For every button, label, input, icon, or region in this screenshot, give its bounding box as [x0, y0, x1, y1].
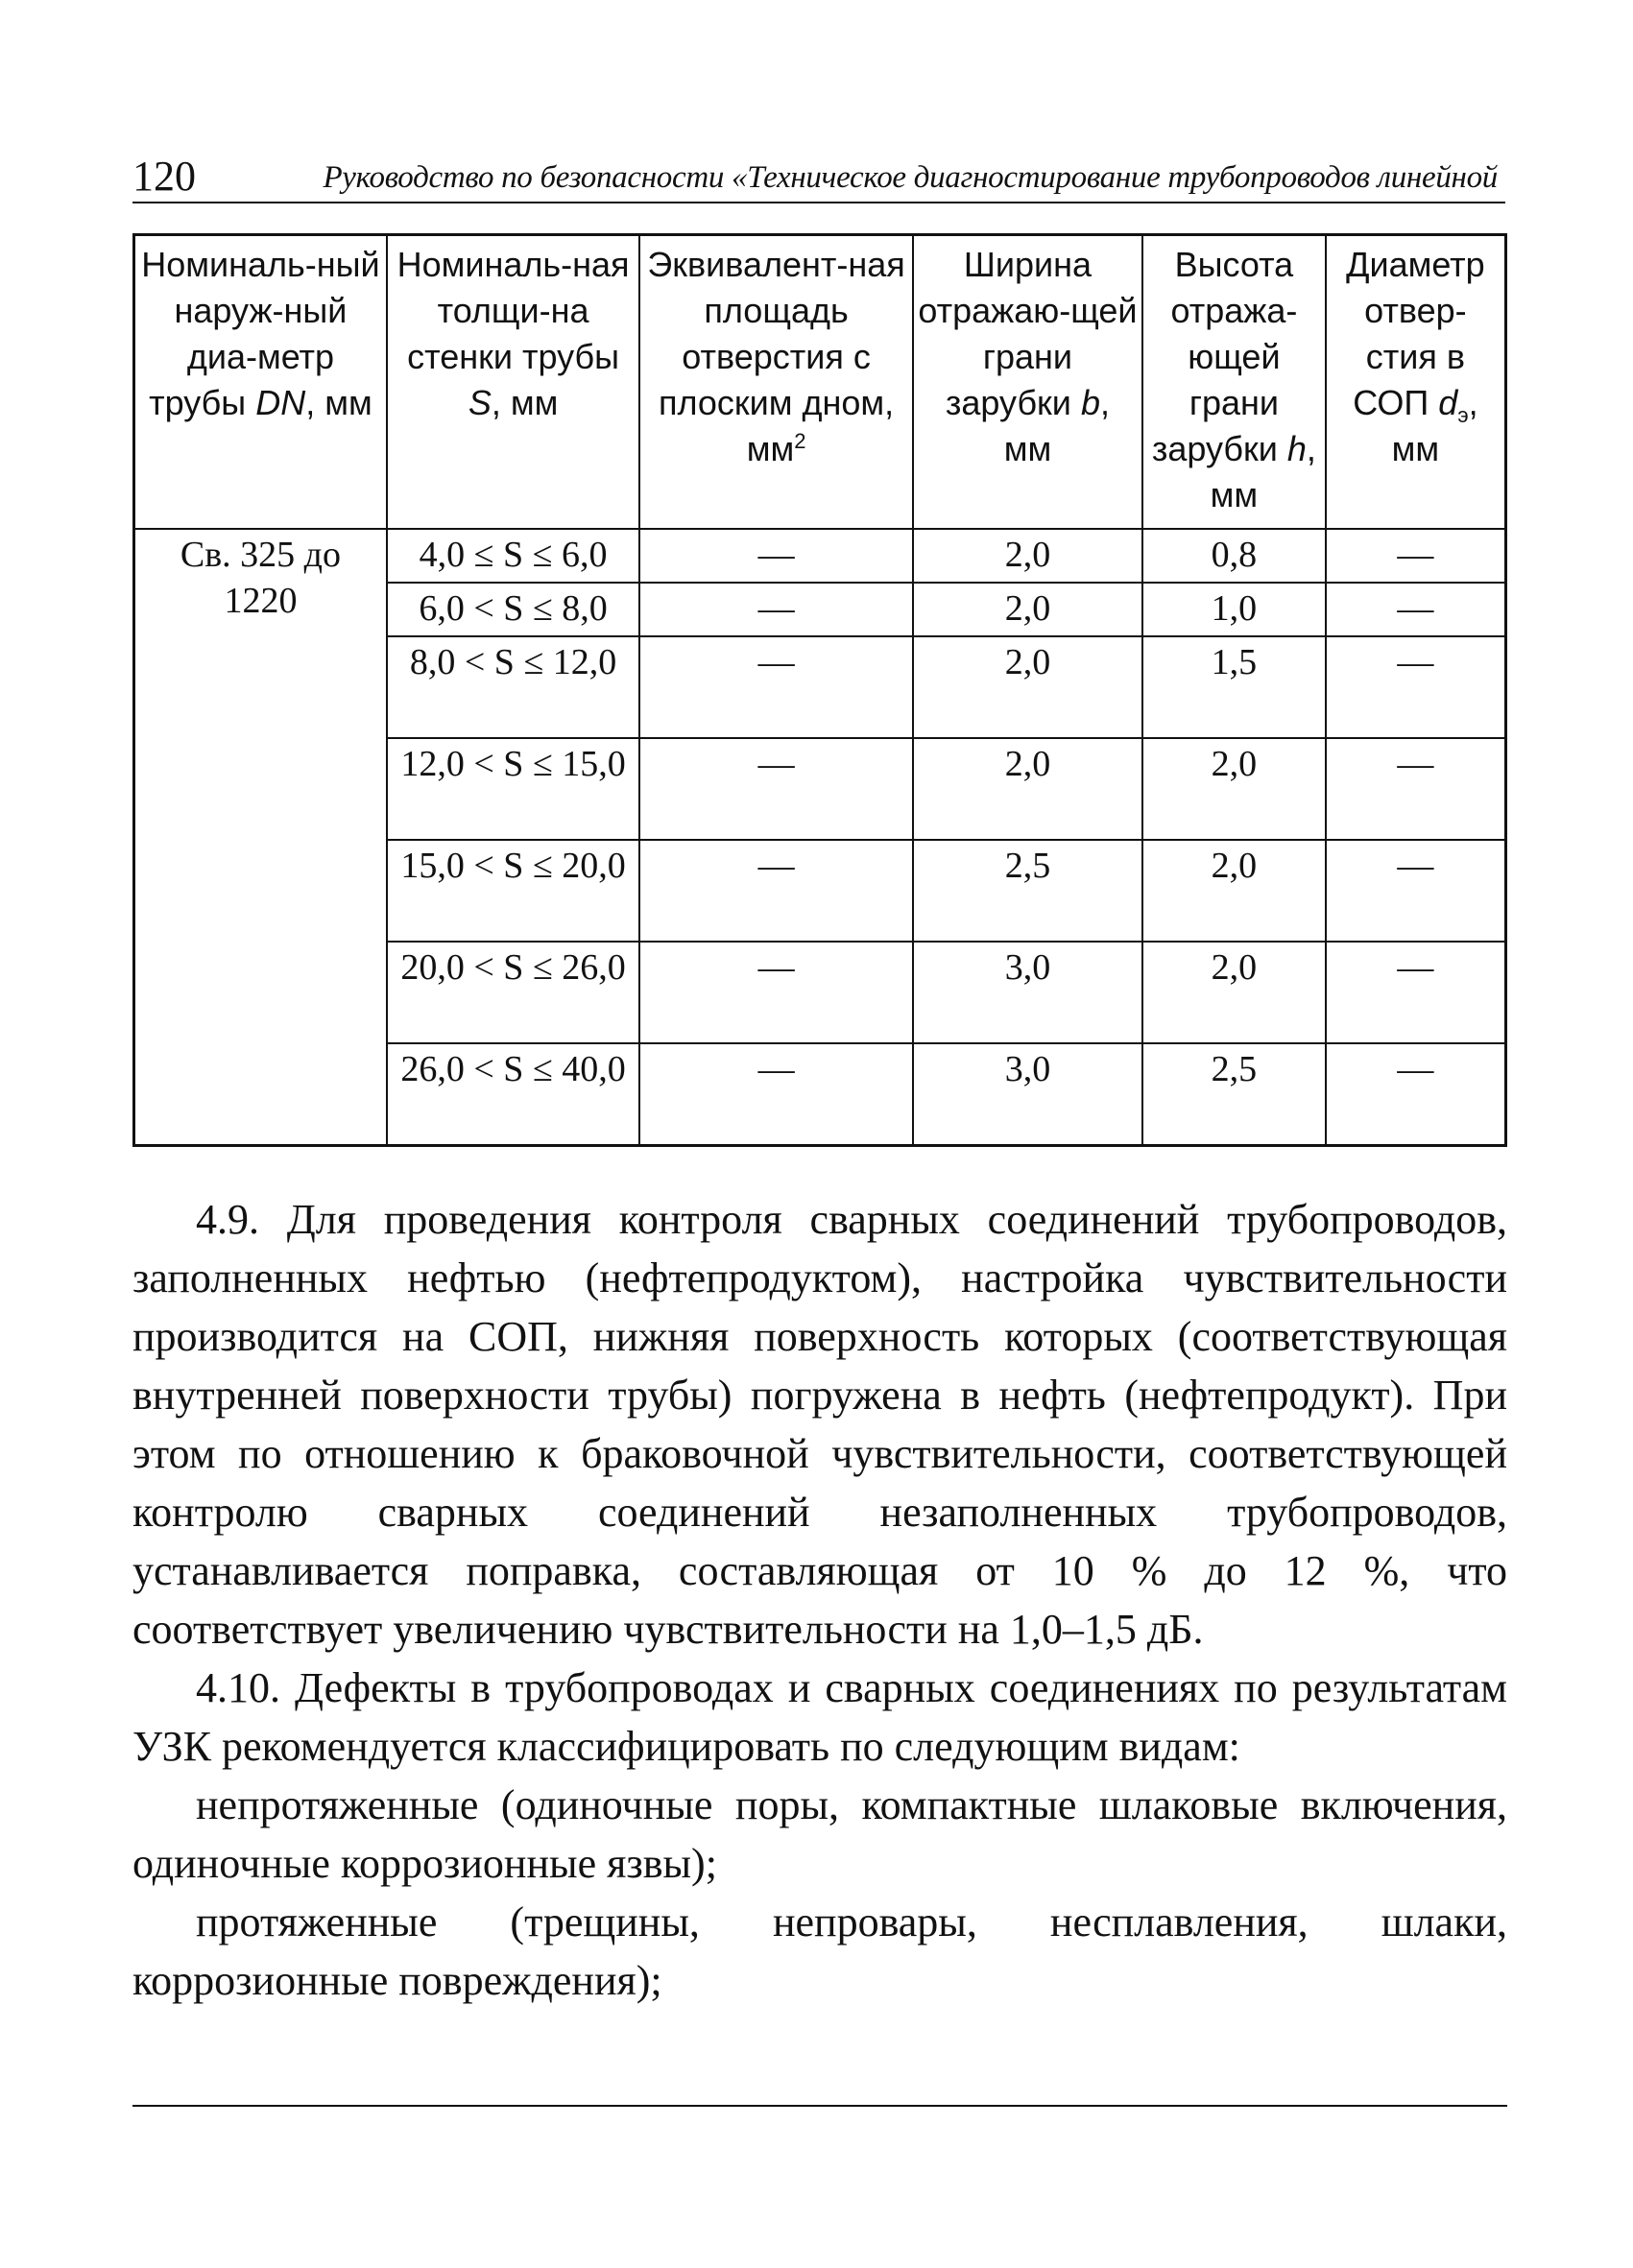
cell-area: —: [639, 942, 913, 1043]
cell-width: 2,0: [913, 529, 1142, 583]
paragraph-4-10: 4.10. Дефекты в трубопроводах и сварных соединениях по результатам УЗК рекомендуется классифицировать по следующим видам:: [132, 1664, 1507, 1770]
cell-height: 2,0: [1142, 738, 1326, 840]
footer-divider: [132, 2105, 1507, 2107]
cell-thickness: 8,0 < S ≤ 12,0: [387, 636, 639, 738]
cell-height: 1,0: [1142, 583, 1326, 636]
page-header: [132, 152, 1505, 203]
table-row: [134, 529, 1506, 583]
cell-height: 0,8: [1142, 529, 1326, 583]
cell-width: 3,0: [913, 1043, 1142, 1146]
cell-width: 2,0: [913, 583, 1142, 636]
cell-diameter: —: [1326, 529, 1506, 583]
cell-area: —: [639, 583, 913, 636]
header-wall-thickness: Номиналь-ная толщи-на стенки трубы S, мм: [387, 235, 639, 530]
defect-reference-table: [132, 233, 1507, 1147]
cell-area: —: [639, 840, 913, 942]
cell-diameter: —: [1326, 840, 1506, 942]
cell-width: 2,0: [913, 738, 1142, 840]
cell-diameter: —: [1326, 583, 1506, 636]
cell-thickness: 26,0 < S ≤ 40,0: [387, 1043, 639, 1146]
header-notch-width: Ширина отражаю-щей грани зарубки b, мм: [913, 235, 1142, 530]
cell-thickness: 15,0 < S ≤ 20,0: [387, 840, 639, 942]
cell-width: 2,0: [913, 636, 1142, 738]
cell-width: 3,0: [913, 942, 1142, 1043]
cell-thickness: 6,0 < S ≤ 8,0: [387, 583, 639, 636]
page-number: 120: [132, 153, 196, 200]
cell-diameter: —: [1326, 636, 1506, 738]
paragraph-4-9: 4.9. Для проведения контроля сварных соединений трубопроводов, заполненных нефтью (нефтепродуктом), настройка чувствительности производится на СОП, нижняя поверхность которых (соответствующая внутренней поверхности трубы) погружена в нефть (нефтепродукт). При этом по отношению к браковочной чувствительности, соответствующей контролю сварных соединений незаполненных трубопроводов, устанавливается поправка, составляющая от 10 % до 12 %, что соответствует увеличению чувствительности на 1,0–1,5 дБ.: [132, 1196, 1507, 1653]
table-header-row: [134, 235, 1506, 530]
cell-height: 2,0: [1142, 840, 1326, 942]
cell-thickness: 20,0 < S ≤ 26,0: [387, 942, 639, 1043]
list-item-extended: протяженные (трещины, непровары, несплавления, шлаки, коррозионные повреждения);: [132, 1898, 1507, 2004]
header-hole-diameter: Диаметр отвер-стия в СОП $d_э$, мм: [1326, 235, 1506, 530]
cell-diameter: —: [1326, 942, 1506, 1043]
cell-width: 2,5: [913, 840, 1142, 942]
cell-height: 2,5: [1142, 1043, 1326, 1146]
list-item-non-extended: непротяженные (одиночные поры, компактные шлаковые включения, одиночные коррозионные язвы);: [132, 1781, 1507, 1887]
cell-diameter: —: [1326, 738, 1506, 840]
cell-height: 1,5: [1142, 636, 1326, 738]
header-equivalent-area: Эквивалент-ная площадь отверстия с плоским дном, $мм^2$: [639, 235, 913, 530]
cell-area: —: [639, 636, 913, 738]
header-outer-diameter: Номиналь-ный наруж-ный диа-метр трубы DN, мм: [134, 235, 387, 530]
cell-area: —: [639, 529, 913, 583]
cell-height: 2,0: [1142, 942, 1326, 1043]
cell-area: —: [639, 738, 913, 840]
body-text: [132, 1190, 1507, 2010]
cell-area: —: [639, 1043, 913, 1146]
cell-thickness: 4,0 ≤ S ≤ 6,0: [387, 529, 639, 583]
cell-thickness: 12,0 < S ≤ 15,0: [387, 738, 639, 840]
cell-diameter: —: [1326, 1043, 1506, 1146]
header-notch-height: Высота отража-ющей грани зарубки h, мм: [1142, 235, 1326, 530]
running-title: Руководство по безопасности «Техническое диагностирование трубопроводов линейной: [323, 160, 1498, 195]
outer-diameter-value: Св. 325 до 1220: [134, 529, 387, 1146]
